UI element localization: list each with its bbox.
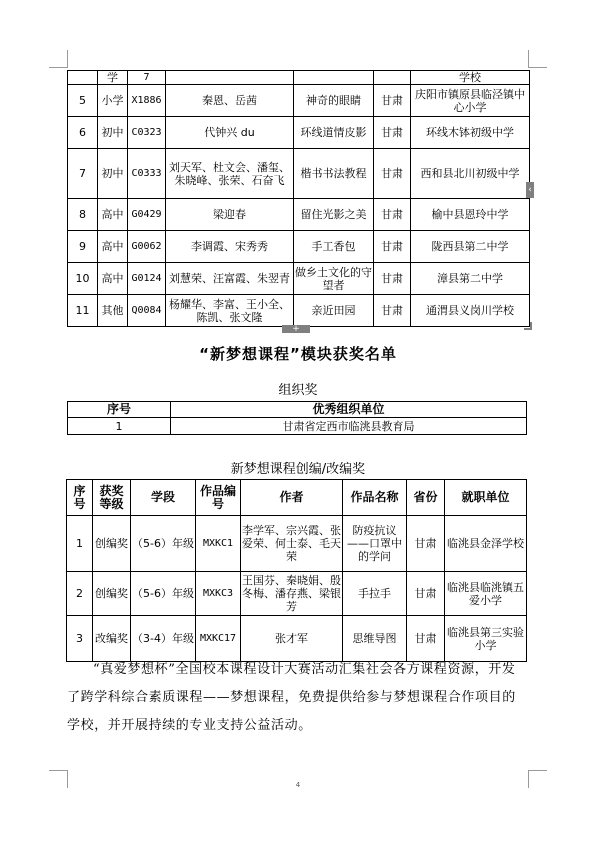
cell-author: 杨耀华、李富、王小全、陈凯、张文隆: [166, 295, 294, 327]
cell-unit: 陇西县第二中学: [411, 231, 530, 263]
cell-code: Q0084: [128, 295, 166, 327]
cell-no: 1: [67, 516, 93, 572]
cell-province: 甘肃: [374, 199, 411, 231]
cell-stage: 高中: [98, 199, 128, 231]
cell-stage: （3-4）年级: [131, 616, 196, 662]
cell-no: 11: [68, 295, 98, 327]
cell-author: 代钟兴 du: [166, 117, 294, 149]
table-row: [67, 616, 527, 662]
table-row: [67, 516, 527, 572]
cell-work: 楷书书法教程: [294, 149, 374, 199]
cell-no: 8: [68, 199, 98, 231]
header-code: 作品编号: [196, 480, 241, 516]
cell-unit: 临洮县第三实验小学: [445, 616, 527, 662]
cell-work: 留住光影之美: [294, 199, 374, 231]
cell-no: 7: [68, 149, 98, 199]
cell-province: 甘肃: [374, 117, 411, 149]
cell-code: 7: [128, 71, 166, 85]
header-unit: 优秀组织单位: [171, 402, 527, 418]
crop-mark-bottom-right: [529, 770, 547, 771]
cell-work: 思维导图: [343, 616, 407, 662]
cell-code: G0062: [128, 231, 166, 263]
cell-stage: 高中: [98, 231, 128, 263]
cell-province: 甘肃: [407, 616, 445, 662]
cell-author: [166, 71, 294, 85]
cell-unit: 榆中县恩玲中学: [411, 199, 530, 231]
summary-paragraph: “真爱梦想杯”全国校本课程设计大赛活动汇集社会各方课程资源，开发了跨学科综合素质课程——梦想课程，免费提供给参与梦想课程合作项目的学校，并开展持续的专业支持公益活动。: [67, 662, 516, 733]
award-table-continued: [67, 70, 530, 327]
table-row: [67, 572, 527, 616]
table-row: [68, 85, 530, 117]
cell-no: 1: [68, 418, 171, 435]
table-row: [68, 149, 530, 199]
cell-author: 刘慧荣、汪富霞、朱翌青: [166, 263, 294, 295]
cell-no: 3: [67, 616, 93, 662]
cell-no: 2: [67, 572, 93, 616]
cell-stage: 高中: [98, 263, 128, 295]
section-title: “新梦想课程”模块获奖名单: [199, 345, 397, 363]
cell-work: 亲近田园: [294, 295, 374, 327]
cell-no: 6: [68, 117, 98, 149]
cell-author: 李学军、宗兴霞、张爱荣、何士泰、毛天荣: [241, 516, 343, 572]
cell-author: 李调霞、宋秀秀: [166, 231, 294, 263]
table-resize-handle-icon[interactable]: ‹: [526, 182, 534, 198]
cell-level: 创编奖: [93, 516, 131, 572]
cell-province: 甘肃: [374, 231, 411, 263]
cell-province: [374, 71, 411, 85]
cell-code: C0333: [128, 149, 166, 199]
cell-province: 甘肃: [374, 295, 411, 327]
cell-stage: （5-6）年级: [131, 572, 196, 616]
cell-work: 防疫抗议——口罩中的学问: [343, 516, 407, 572]
crop-mark-top-right: [528, 50, 529, 68]
table-move-handle-icon[interactable]: +: [282, 325, 310, 333]
cell-code: X1886: [128, 85, 166, 117]
corner-resize-handle-icon[interactable]: [524, 322, 532, 330]
cell-code: G0124: [128, 263, 166, 295]
cell-province: 甘肃: [407, 572, 445, 616]
header-province: 省份: [407, 480, 445, 516]
header-level: 获奖等级: [93, 480, 131, 516]
cell-province: 甘肃: [374, 149, 411, 199]
cell-work: [294, 71, 374, 85]
cell-stage: （5-6）年级: [131, 516, 196, 572]
cell-code: MXKC3: [196, 572, 241, 616]
cell-code: MXKC17: [196, 616, 241, 662]
cell-level: 改编奖: [93, 616, 131, 662]
cell-no: [68, 71, 98, 85]
header-author: 作者: [241, 480, 343, 516]
table-row: [68, 295, 530, 327]
cell-stage: 初中: [98, 149, 128, 199]
cell-unit: 西和县北川初级中学: [411, 149, 530, 199]
cell-work: 手拉手: [343, 572, 407, 616]
cell-province: 甘肃: [374, 263, 411, 295]
cell-author: 秦恩、岳茜: [166, 85, 294, 117]
crop-mark-bottom-left: [49, 770, 67, 771]
cell-code: C0323: [128, 117, 166, 149]
cell-author: 梁迎春: [166, 199, 294, 231]
cell-work: 手工香包: [294, 231, 374, 263]
cell-stage: 初中: [98, 117, 128, 149]
edit-award-table: [66, 479, 527, 662]
table-row: [68, 199, 530, 231]
cell-work: 神奇的眼睛: [294, 85, 374, 117]
header-work: 作品名称: [343, 480, 407, 516]
header-no: 序号: [67, 480, 93, 516]
crop-mark-top-right: [529, 67, 547, 68]
cell-work: 做乡土文化的守望者: [294, 263, 374, 295]
cell-no: 5: [68, 85, 98, 117]
table-row: [68, 71, 530, 85]
cell-province: 甘肃: [374, 85, 411, 117]
cell-stage: 其他: [98, 295, 128, 327]
header-no: 序号: [68, 402, 171, 418]
crop-mark-top-left: [67, 50, 68, 68]
table-row: [68, 263, 530, 295]
cell-province: 甘肃: [407, 516, 445, 572]
edit-award-title: 新梦想课程创编/改编奖: [230, 462, 366, 477]
header-stage: 学段: [131, 480, 196, 516]
header-unit: 就职单位: [445, 480, 527, 516]
page-number: 4: [295, 781, 301, 789]
cell-stage: 小学: [98, 85, 128, 117]
cell-unit: 通渭县义岗川学校: [411, 295, 530, 327]
cell-no: 9: [68, 231, 98, 263]
cell-stage: 学: [98, 71, 128, 85]
cell-code: MXKC1: [196, 516, 241, 572]
cell-unit: 漳县第二中学: [411, 263, 530, 295]
cell-no: 10: [68, 263, 98, 295]
table-row: [68, 117, 530, 149]
cell-code: G0429: [128, 199, 166, 231]
cell-author: 张才军: [241, 616, 343, 662]
cell-level: 创编奖: [93, 572, 131, 616]
cell-work: 环线道情皮影: [294, 117, 374, 149]
cell-unit: 临洮县临洮镇五爱小学: [445, 572, 527, 616]
cell-unit: 庆阳市镇原县临泾镇中心小学: [411, 85, 530, 117]
cell-unit: 学校: [411, 71, 530, 85]
cell-unit: 临洮县金泽学校: [445, 516, 527, 572]
cell-unit: 环线木钵初级中学: [411, 117, 530, 149]
cell-unit: 甘肃省定西市临洮县教育局: [171, 418, 527, 435]
crop-mark-top-left: [49, 67, 67, 68]
org-award-title: 组织奖: [278, 383, 318, 398]
org-award-table: [67, 401, 527, 435]
table-row: [68, 231, 530, 263]
cell-author: 刘天军、杜文会、潘玺、朱晓峰、张荣、石奋飞: [166, 149, 294, 199]
cell-author: 王国芬、秦晓娟、殷冬梅、潘存燕、梁银芳: [241, 572, 343, 616]
